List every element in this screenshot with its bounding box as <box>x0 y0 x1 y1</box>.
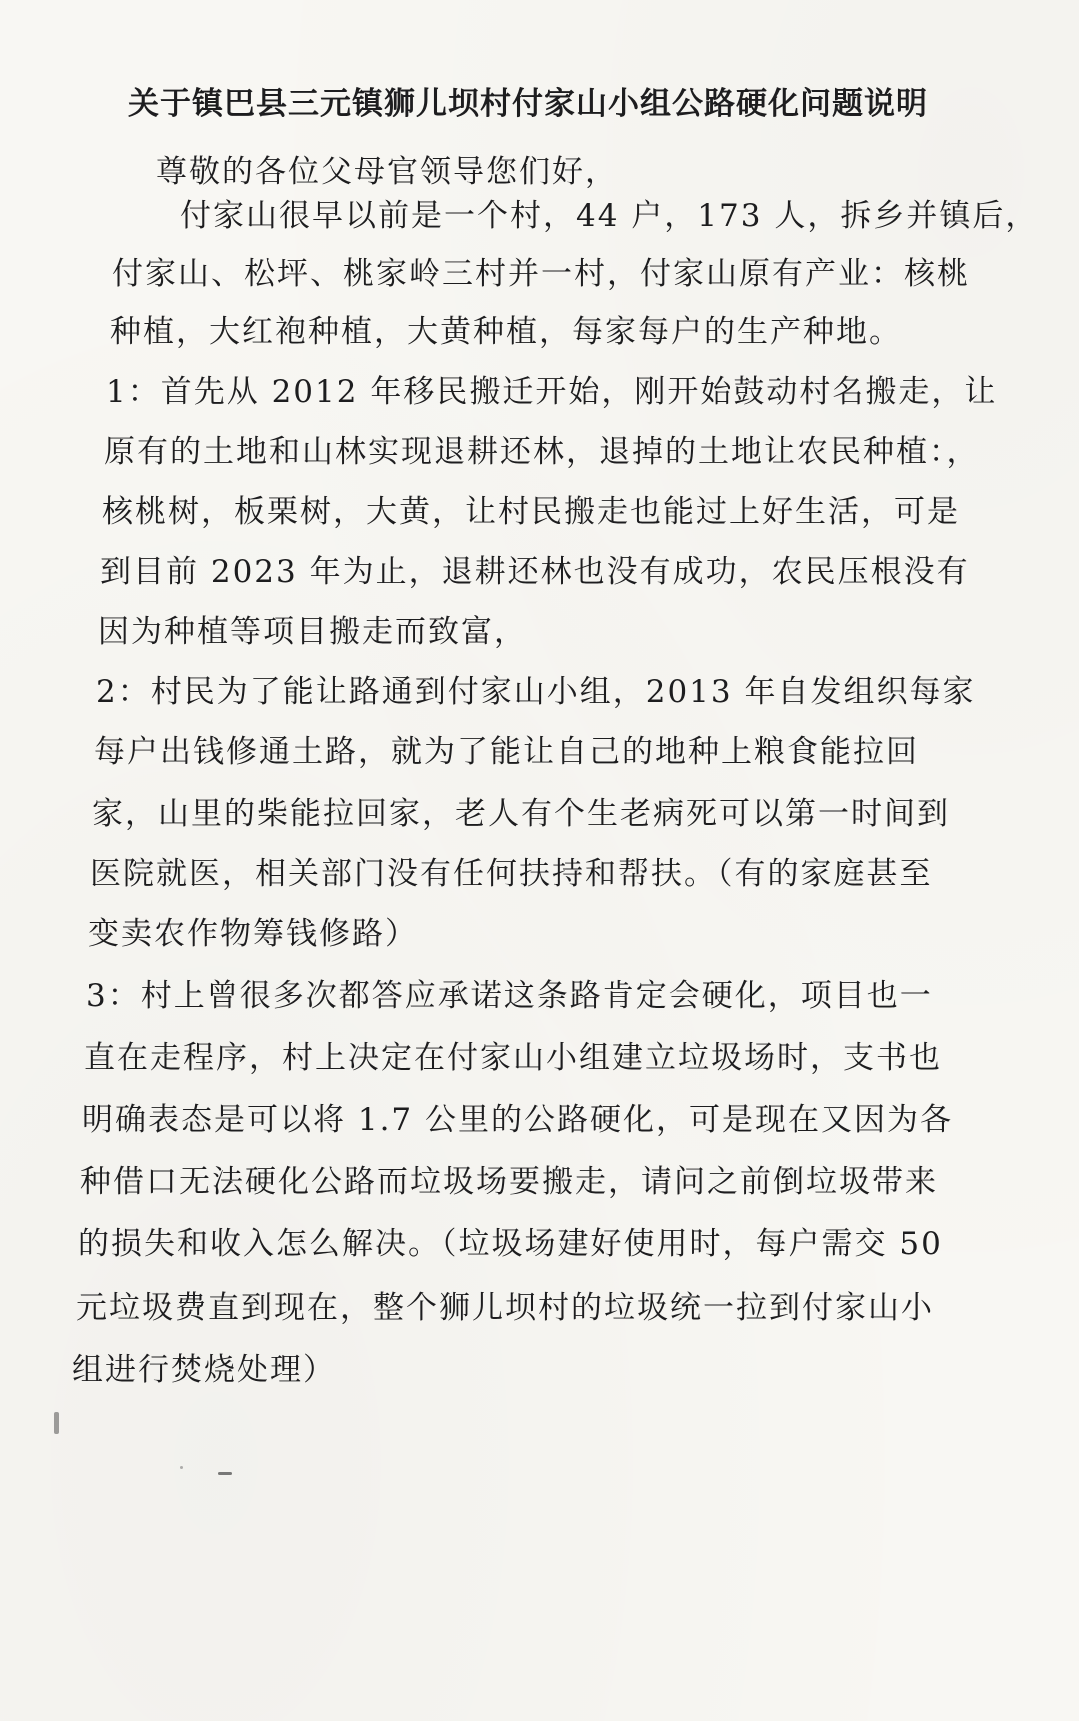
section3-line: 3：村上曾很多次都答应承诺这条路肯定会硬化，项目也一 <box>86 978 933 1014</box>
section3-line: 直在走程序，村上决定在付家山小组建立垃圾场时，支书也 <box>84 1040 942 1076</box>
section3-line: 明确表态是可以将 1.7 公里的公路硬化，可是现在又因为各 <box>82 1102 954 1138</box>
section3-line: 种借口无法硬化公路而垃圾场要搬走，请问之前倒垃圾带来 <box>80 1164 938 1200</box>
section1-line: 到目前 2023 年为止，退耕还林也没有成功，农民压根没有 <box>100 554 970 590</box>
scan-speck <box>180 1466 183 1469</box>
section1-line: 核桃树，板栗树，大黄，让村民搬走也能过上好生活，可是 <box>102 494 960 530</box>
section2-line: 医院就医，相关部门没有任何扶持和帮扶。（有的家庭甚至 <box>90 856 933 892</box>
greeting: 尊敬的各位父母官领导您们好， <box>156 154 618 190</box>
section2-line: 变卖农作物筹钱修路） <box>88 916 418 952</box>
section1-line: 因为种植等项目搬走而致富， <box>98 614 527 650</box>
intro-line: 付家山很早以前是一个村，44 户，173 人，拆乡并镇后， <box>180 198 1039 234</box>
section2-line: 2：村民为了能让路通到付家山小组，2013 年自发组织每家 <box>96 674 976 710</box>
section1-line: 原有的土地和山林实现退耕还林，退掉的土地让农民种植：， <box>104 434 980 470</box>
section3-line: 组进行焚烧处理） <box>72 1352 336 1388</box>
section2-line: 每户出钱修通土路，就为了能让自己的地种上粮食能拉回 <box>94 734 919 770</box>
intro-line: 付家山、松坪、桃家岭三村并一村，付家山原有产业：核桃 <box>112 256 970 292</box>
intro-line: 种植，大红袍种植，大黄种植，每家每户的生产种地。 <box>110 314 902 350</box>
section3-line: 元垃圾费直到现在，整个狮儿坝村的垃圾统一拉到付家山小 <box>76 1290 934 1326</box>
scan-speck <box>54 1412 59 1434</box>
section2-line: 家，山里的柴能拉回家，老人有个生老病死可以第一时间到 <box>92 796 950 832</box>
section3-line: 的损失和收入怎么解决。（垃圾场建好使用时，每户需交 50 <box>78 1226 943 1262</box>
document-title: 关于镇巴县三元镇狮儿坝村付家山小组公路硬化问题说明 <box>128 86 928 122</box>
scan-speck <box>218 1472 232 1475</box>
section1-line: 1：首先从 2012 年移民搬迁开始，刚开始鼓动村名搬走，让 <box>106 374 998 410</box>
